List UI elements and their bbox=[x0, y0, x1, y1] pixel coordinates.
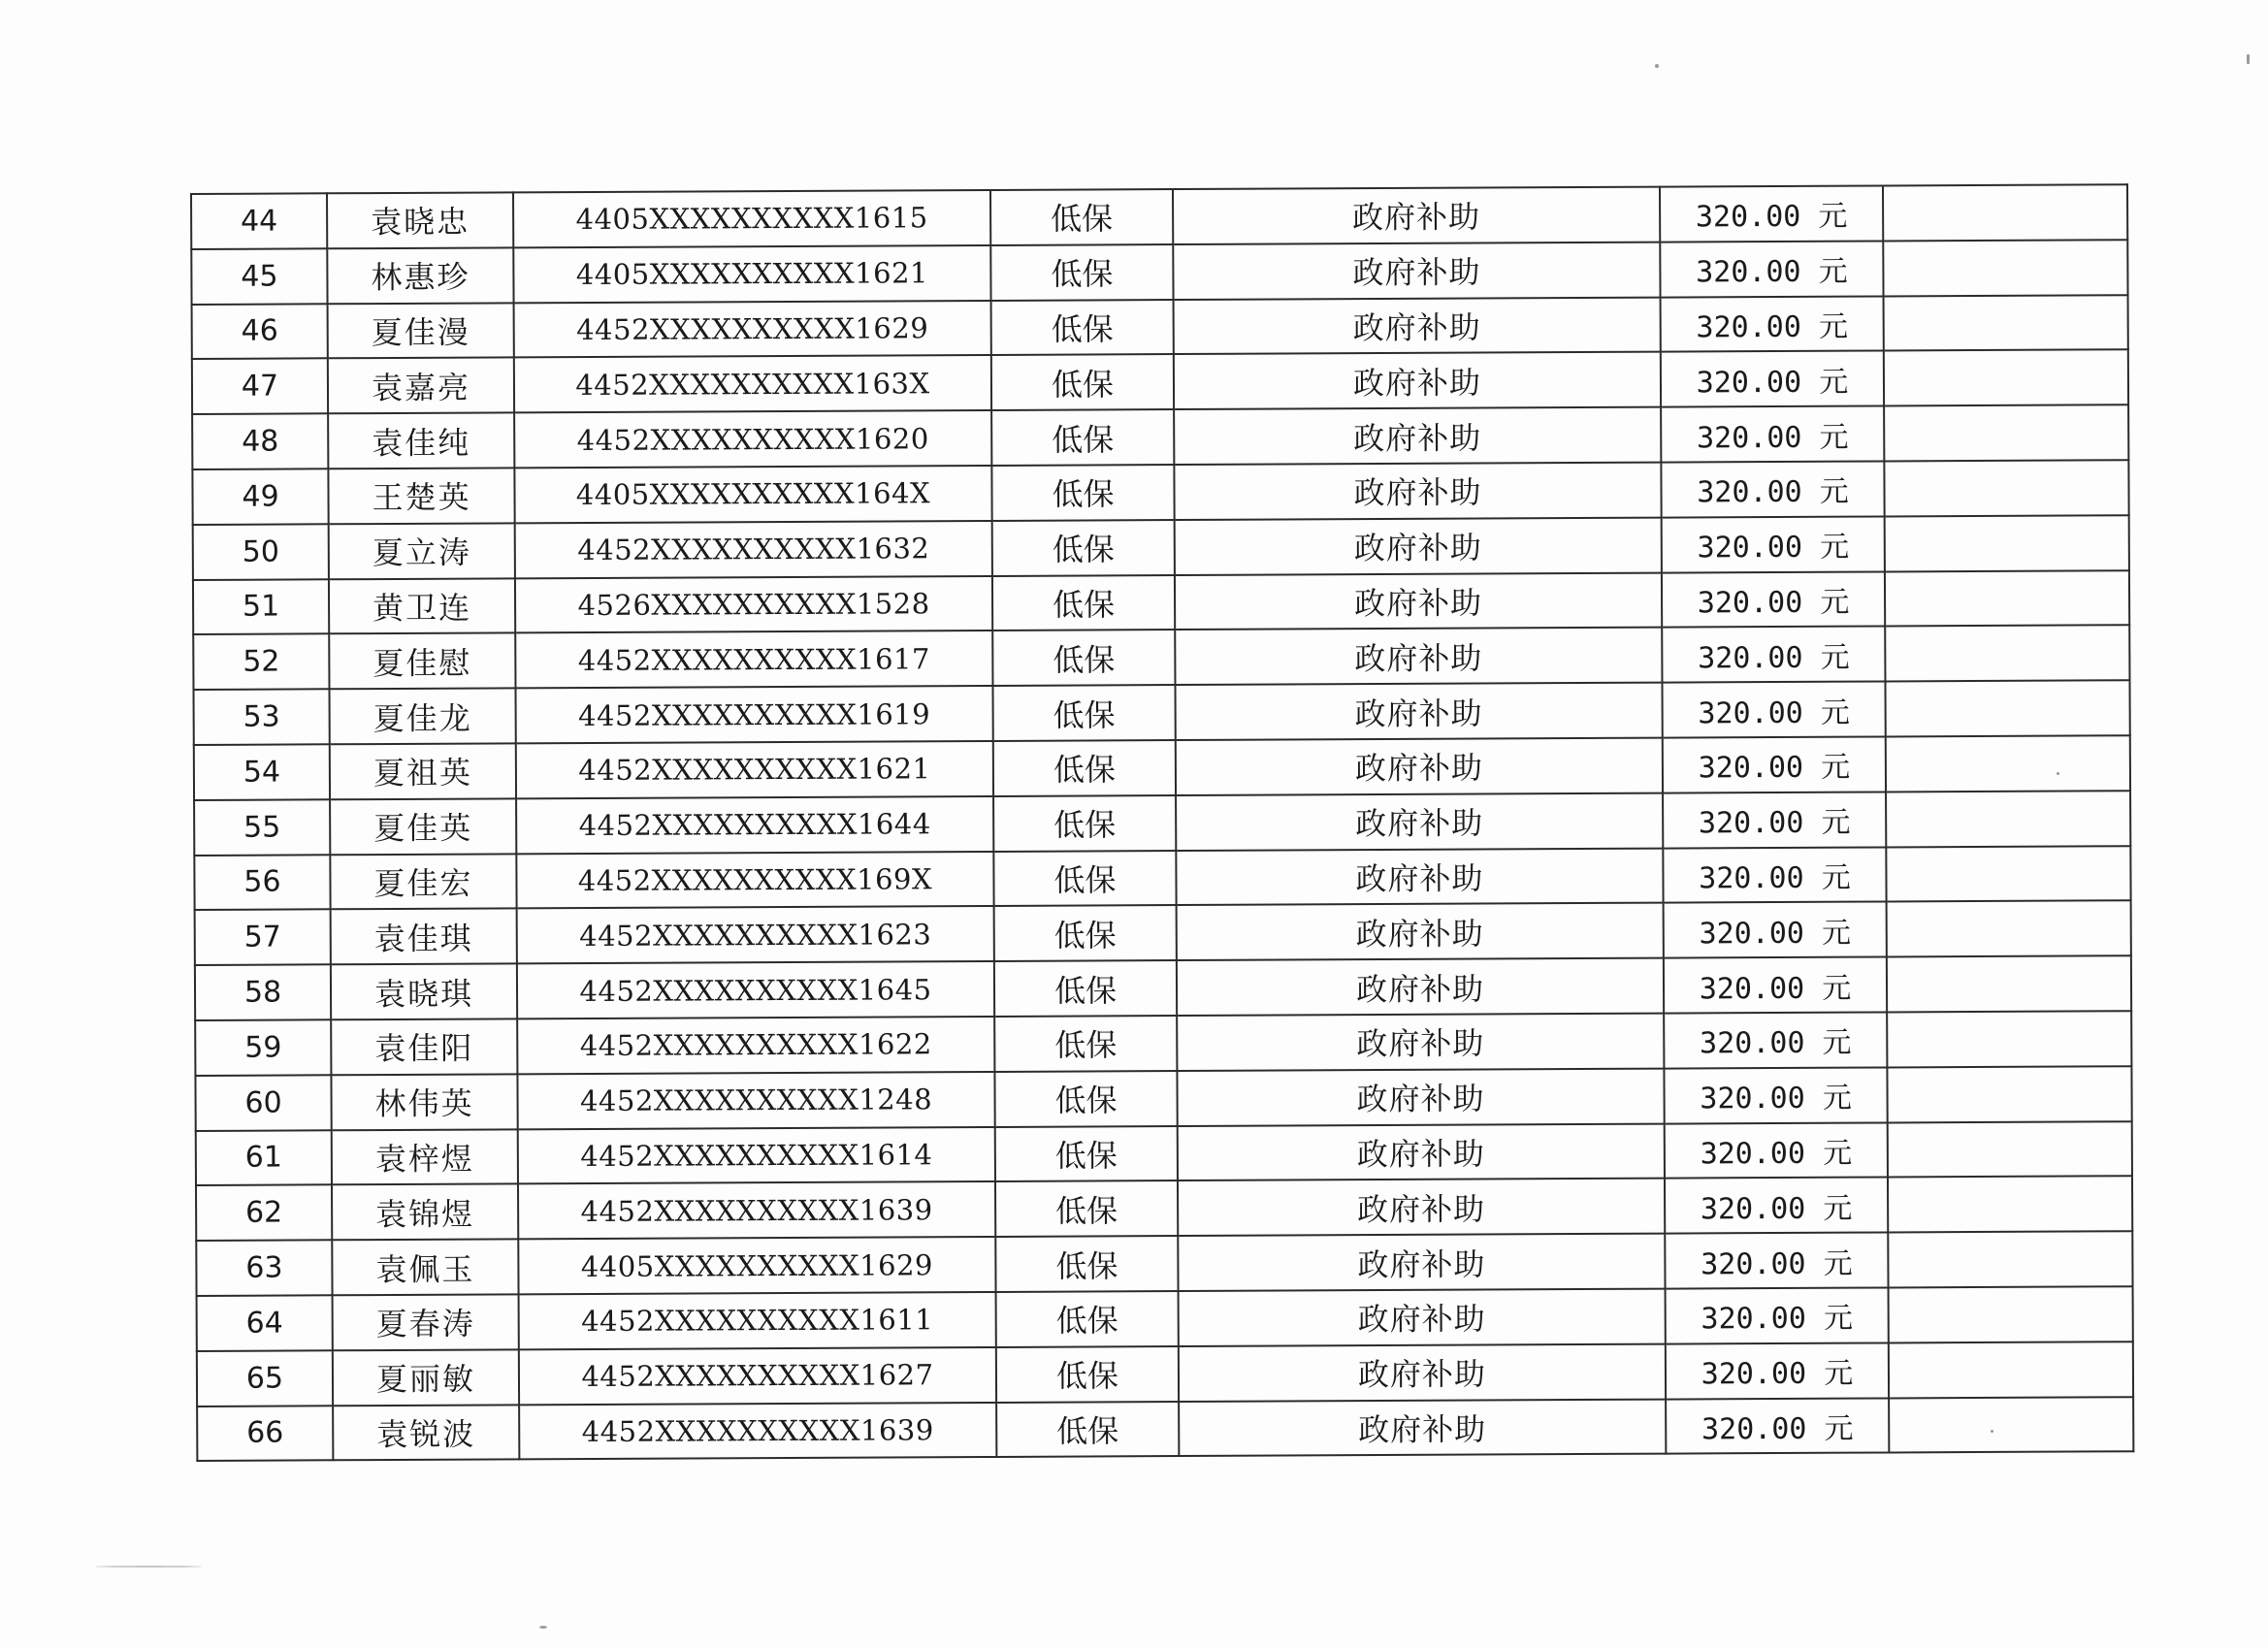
table-row bbox=[196, 1177, 2132, 1242]
amount-cell: 320.00 元 bbox=[1664, 1067, 1887, 1123]
remarks-cell bbox=[1886, 846, 2130, 902]
id-number-cell: 4452XXXXXXXXXX1645 bbox=[517, 961, 994, 1018]
row-number-cell: 59 bbox=[195, 1019, 331, 1075]
category-cell: 低保 bbox=[991, 354, 1174, 410]
funding-source-cell: 政府补助 bbox=[1178, 1123, 1665, 1180]
id-number-cell: 4452XXXXXXXXXX1614 bbox=[518, 1127, 995, 1184]
amount-cell: 320.00 元 bbox=[1663, 792, 1886, 848]
name-cell: 夏立涛 bbox=[329, 523, 515, 579]
id-number-cell: 4452XXXXXXXXXX1639 bbox=[518, 1181, 995, 1239]
name-cell: 夏春涛 bbox=[333, 1294, 519, 1350]
amount-cell: 320.00 元 bbox=[1664, 957, 1887, 1014]
name-cell: 林惠珍 bbox=[327, 247, 513, 304]
remarks-cell bbox=[1886, 791, 2130, 847]
amount-cell: 320.00 元 bbox=[1665, 1233, 1888, 1289]
amount-cell: 320.00 元 bbox=[1661, 351, 1884, 407]
row-number-cell: 63 bbox=[196, 1240, 332, 1295]
remarks-cell bbox=[1885, 515, 2129, 571]
category-cell: 低保 bbox=[991, 465, 1174, 521]
id-number-cell: 4452XXXXXXXXXX1627 bbox=[519, 1347, 996, 1405]
table-row bbox=[194, 735, 2130, 800]
id-number-cell: 4452XXXXXXXXXX1248 bbox=[517, 1072, 994, 1129]
id-number-cell: 4452XXXXXXXXXX1611 bbox=[519, 1292, 996, 1349]
table-row bbox=[194, 680, 2130, 745]
table-row bbox=[194, 846, 2130, 911]
name-cell: 黄卫连 bbox=[329, 578, 515, 634]
table-row bbox=[197, 1397, 2133, 1462]
category-cell: 低保 bbox=[990, 244, 1173, 301]
remarks-cell bbox=[1887, 1011, 2131, 1067]
funding-source-cell: 政府补助 bbox=[1175, 683, 1662, 740]
remarks-cell bbox=[1886, 735, 2130, 792]
funding-source-cell: 政府补助 bbox=[1173, 242, 1660, 299]
row-number-cell: 66 bbox=[197, 1406, 333, 1461]
table-row bbox=[197, 1342, 2133, 1406]
name-cell: 夏丽敏 bbox=[333, 1349, 519, 1406]
recipient-table-body bbox=[191, 184, 2133, 1461]
row-number-cell: 48 bbox=[192, 413, 328, 469]
table-row bbox=[192, 295, 2128, 360]
name-cell: 林伟英 bbox=[331, 1074, 517, 1130]
table-row bbox=[196, 1121, 2132, 1186]
id-number-cell: 4405XXXXXXXXXX1621 bbox=[513, 245, 990, 303]
name-cell: 袁嘉亮 bbox=[328, 358, 514, 414]
id-number-cell: 4452XXXXXXXXXX1629 bbox=[514, 301, 991, 358]
amount-cell: 320.00 元 bbox=[1666, 1287, 1889, 1343]
name-cell: 袁佳纯 bbox=[328, 413, 514, 469]
name-cell: 袁晓忠 bbox=[327, 192, 513, 248]
funding-source-cell: 政府补助 bbox=[1177, 958, 1664, 1016]
id-number-cell: 4526XXXXXXXXXX1528 bbox=[515, 576, 992, 633]
amount-cell: 320.00 元 bbox=[1664, 902, 1887, 958]
row-number-cell: 62 bbox=[196, 1185, 332, 1241]
funding-source-cell: 政府补助 bbox=[1175, 572, 1662, 630]
table-row bbox=[192, 460, 2128, 525]
remarks-cell bbox=[1885, 570, 2129, 627]
table-row bbox=[192, 404, 2128, 469]
category-cell: 低保 bbox=[992, 575, 1175, 631]
name-cell: 袁佳阳 bbox=[331, 1018, 517, 1075]
row-number-cell: 47 bbox=[192, 359, 328, 414]
remarks-cell bbox=[1888, 1121, 2132, 1178]
name-cell: 夏佳龙 bbox=[330, 689, 516, 745]
amount-cell: 320.00 元 bbox=[1660, 241, 1883, 297]
funding-source-cell: 政府补助 bbox=[1175, 517, 1662, 574]
table-row bbox=[193, 570, 2129, 635]
category-cell: 低保 bbox=[996, 1402, 1179, 1458]
recipient-table-wrapper bbox=[190, 183, 2119, 1462]
table-row bbox=[191, 184, 2127, 249]
row-number-cell: 64 bbox=[197, 1295, 333, 1350]
table-row bbox=[194, 791, 2130, 856]
name-cell: 夏佳宏 bbox=[330, 854, 516, 910]
row-number-cell: 53 bbox=[194, 689, 330, 744]
remarks-cell bbox=[1888, 1231, 2132, 1287]
table-row bbox=[195, 1066, 2131, 1131]
scan-speck bbox=[539, 1626, 547, 1629]
funding-source-cell: 政府补助 bbox=[1179, 1289, 1666, 1346]
category-cell: 低保 bbox=[990, 189, 1173, 245]
remarks-cell bbox=[1884, 404, 2128, 461]
category-cell: 低保 bbox=[992, 685, 1175, 741]
category-cell: 低保 bbox=[993, 851, 1176, 907]
name-cell: 袁锐波 bbox=[333, 1405, 519, 1461]
amount-cell: 320.00 元 bbox=[1661, 406, 1884, 463]
funding-source-cell: 政府补助 bbox=[1174, 463, 1661, 520]
id-number-cell: 4405XXXXXXXXXX1629 bbox=[518, 1237, 995, 1294]
row-number-cell: 50 bbox=[193, 524, 329, 579]
id-number-cell: 4452XXXXXXXXXX1617 bbox=[515, 630, 992, 688]
table-row bbox=[192, 350, 2128, 415]
id-number-cell: 4452XXXXXXXXXX1621 bbox=[516, 741, 993, 798]
id-number-cell: 4452XXXXXXXXXX1619 bbox=[515, 686, 992, 743]
amount-cell: 320.00 元 bbox=[1664, 1012, 1887, 1068]
id-number-cell: 4452XXXXXXXXXX1622 bbox=[517, 1017, 994, 1074]
remarks-cell bbox=[1883, 240, 2127, 296]
category-cell: 低保 bbox=[994, 960, 1177, 1017]
amount-cell: 320.00 元 bbox=[1663, 736, 1886, 792]
row-number-cell: 57 bbox=[195, 910, 331, 965]
table-row bbox=[196, 1231, 2132, 1296]
row-number-cell: 54 bbox=[194, 744, 330, 799]
name-cell: 袁锦煜 bbox=[332, 1184, 518, 1241]
row-number-cell: 61 bbox=[196, 1130, 332, 1185]
remarks-cell bbox=[1883, 184, 2127, 241]
funding-source-cell: 政府补助 bbox=[1176, 848, 1663, 905]
remarks-cell bbox=[1885, 626, 2129, 682]
id-number-cell: 4452XXXXXXXXXX163X bbox=[514, 355, 991, 412]
amount-cell: 320.00 元 bbox=[1663, 847, 1886, 903]
category-cell: 低保 bbox=[991, 300, 1174, 356]
remarks-cell bbox=[1889, 1342, 2133, 1398]
recipient-table bbox=[190, 183, 2134, 1462]
id-number-cell: 4452XXXXXXXXXX1623 bbox=[517, 906, 994, 963]
category-cell: 低保 bbox=[993, 795, 1176, 852]
category-cell: 低保 bbox=[992, 520, 1175, 576]
remarks-cell bbox=[1887, 901, 2131, 957]
amount-cell: 320.00 元 bbox=[1666, 1342, 1889, 1399]
table-row bbox=[193, 626, 2129, 691]
amount-cell: 320.00 元 bbox=[1662, 516, 1885, 572]
amount-cell: 320.00 元 bbox=[1665, 1178, 1888, 1234]
scan-speck bbox=[1655, 64, 1659, 68]
funding-source-cell: 政府补助 bbox=[1174, 297, 1661, 354]
remarks-cell bbox=[1884, 295, 2128, 351]
remarks-cell bbox=[1889, 1286, 2133, 1342]
id-number-cell: 4405XXXXXXXXXX1615 bbox=[513, 190, 990, 247]
funding-source-cell: 政府补助 bbox=[1177, 1068, 1664, 1125]
name-cell: 夏佳慰 bbox=[329, 633, 515, 690]
amount-cell: 320.00 元 bbox=[1662, 682, 1885, 738]
name-cell: 袁佳琪 bbox=[331, 909, 517, 965]
name-cell: 夏佳漫 bbox=[328, 303, 514, 359]
amount-cell: 320.00 元 bbox=[1666, 1398, 1889, 1454]
category-cell: 低保 bbox=[996, 1346, 1179, 1403]
funding-source-cell: 政府补助 bbox=[1179, 1399, 1666, 1456]
id-number-cell: 4452XXXXXXXXXX169X bbox=[516, 852, 993, 909]
row-number-cell: 52 bbox=[193, 634, 329, 690]
id-number-cell: 4452XXXXXXXXXX1644 bbox=[516, 796, 993, 854]
name-cell: 王楚英 bbox=[328, 468, 514, 524]
remarks-cell bbox=[1888, 1177, 2132, 1233]
row-number-cell: 46 bbox=[192, 304, 328, 359]
row-number-cell: 49 bbox=[192, 469, 328, 524]
remarks-cell bbox=[1887, 1066, 2131, 1122]
name-cell: 夏佳英 bbox=[330, 798, 516, 855]
remarks-cell bbox=[1887, 955, 2131, 1012]
row-number-cell: 51 bbox=[193, 579, 329, 634]
table-row bbox=[193, 515, 2129, 580]
funding-source-cell: 政府补助 bbox=[1178, 1234, 1665, 1291]
funding-source-cell: 政府补助 bbox=[1178, 1179, 1665, 1236]
category-cell: 低保 bbox=[994, 905, 1177, 961]
category-cell: 低保 bbox=[996, 1291, 1179, 1347]
amount-cell: 320.00 元 bbox=[1660, 185, 1883, 242]
name-cell: 袁晓琪 bbox=[331, 964, 517, 1020]
funding-source-cell: 政府补助 bbox=[1174, 352, 1661, 409]
funding-source-cell: 政府补助 bbox=[1176, 738, 1663, 795]
remarks-cell bbox=[1884, 460, 2128, 516]
remarks-cell bbox=[1889, 1397, 2133, 1453]
funding-source-cell: 政府补助 bbox=[1174, 407, 1661, 465]
id-number-cell: 4452XXXXXXXXXX1632 bbox=[515, 521, 992, 578]
row-number-cell: 44 bbox=[191, 193, 327, 248]
row-number-cell: 58 bbox=[195, 964, 331, 1019]
name-cell: 夏祖英 bbox=[330, 743, 516, 799]
row-number-cell: 56 bbox=[194, 855, 330, 910]
table-row bbox=[195, 1011, 2131, 1076]
table-row bbox=[195, 955, 2131, 1020]
row-number-cell: 60 bbox=[195, 1075, 331, 1130]
funding-source-cell: 政府补助 bbox=[1179, 1343, 1666, 1401]
amount-cell: 320.00 元 bbox=[1661, 461, 1884, 517]
category-cell: 低保 bbox=[993, 740, 1176, 796]
funding-source-cell: 政府补助 bbox=[1175, 628, 1662, 685]
scan-speck bbox=[2247, 54, 2250, 64]
category-cell: 低保 bbox=[992, 630, 1175, 686]
remarks-cell bbox=[1884, 350, 2128, 406]
id-number-cell: 4405XXXXXXXXXX164X bbox=[514, 466, 991, 523]
name-cell: 袁佩玉 bbox=[332, 1240, 518, 1296]
table-row bbox=[197, 1286, 2133, 1351]
category-cell: 低保 bbox=[991, 409, 1174, 466]
amount-cell: 320.00 元 bbox=[1662, 627, 1885, 683]
scan-speck bbox=[95, 1566, 202, 1568]
amount-cell: 320.00 元 bbox=[1665, 1122, 1888, 1179]
category-cell: 低保 bbox=[995, 1126, 1178, 1182]
funding-source-cell: 政府补助 bbox=[1173, 187, 1660, 244]
table-row bbox=[191, 240, 2127, 305]
id-number-cell: 4452XXXXXXXXXX1620 bbox=[514, 410, 991, 468]
category-cell: 低保 bbox=[995, 1180, 1178, 1237]
name-cell: 袁梓煜 bbox=[332, 1129, 518, 1185]
amount-cell: 320.00 元 bbox=[1661, 296, 1884, 352]
category-cell: 低保 bbox=[995, 1236, 1178, 1292]
row-number-cell: 65 bbox=[197, 1350, 333, 1406]
category-cell: 低保 bbox=[994, 1016, 1177, 1072]
funding-source-cell: 政府补助 bbox=[1177, 903, 1664, 960]
id-number-cell: 4452XXXXXXXXXX1639 bbox=[519, 1402, 996, 1459]
funding-source-cell: 政府补助 bbox=[1176, 792, 1663, 850]
category-cell: 低保 bbox=[994, 1071, 1177, 1127]
remarks-cell bbox=[1885, 680, 2129, 736]
amount-cell: 320.00 元 bbox=[1662, 571, 1885, 628]
row-number-cell: 45 bbox=[191, 248, 327, 304]
funding-source-cell: 政府补助 bbox=[1177, 1014, 1664, 1071]
table-row bbox=[195, 901, 2131, 966]
row-number-cell: 55 bbox=[194, 799, 330, 855]
